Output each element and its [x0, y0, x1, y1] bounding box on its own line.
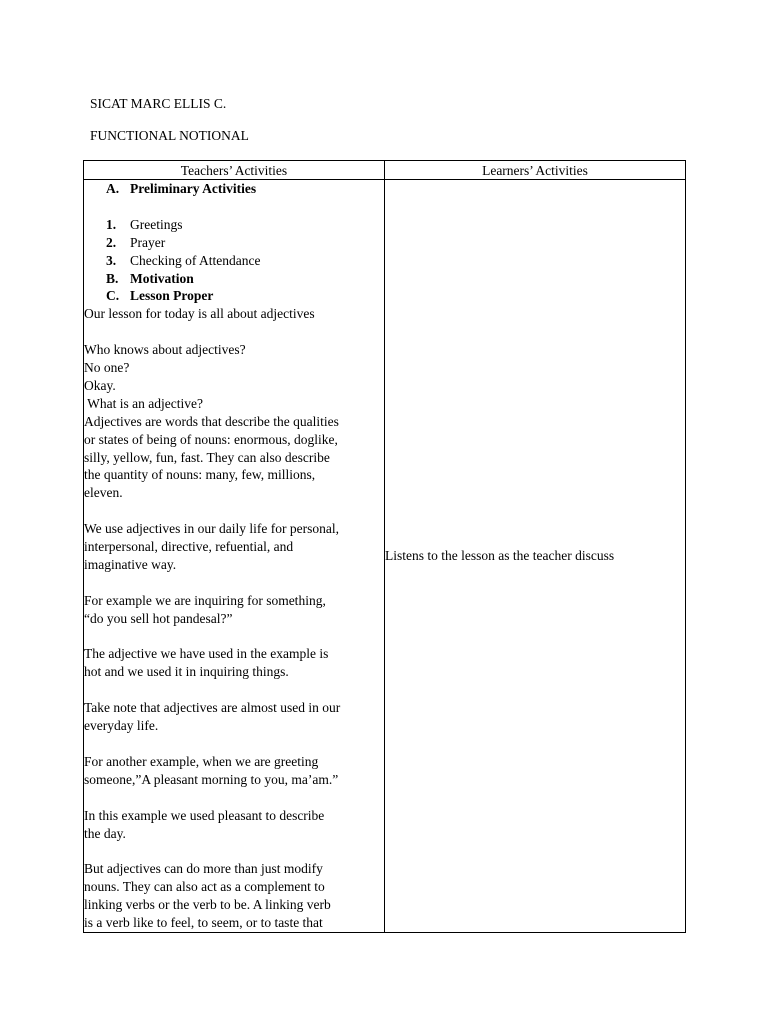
- student-name: SICAT MARC ELLIS C.: [90, 96, 227, 111]
- section-motivation: [84, 270, 384, 288]
- list-item: [84, 216, 384, 234]
- paragraph-line: The adjective we have used in the example is: [84, 646, 329, 662]
- paragraph-line: hot and we used it in inquiring things.: [84, 664, 289, 680]
- list-item: [84, 252, 384, 270]
- paragraph-line: the quantity of nouns: many, few, millions,: [84, 467, 316, 483]
- list-item-marker: 2.: [106, 234, 117, 250]
- list-item-label: Checking of Attendance: [130, 252, 261, 268]
- paragraph-line: Who knows about adjectives?: [84, 342, 246, 358]
- list-item-marker: 1.: [106, 216, 117, 232]
- paragraph-line: Take note that adjectives are almost used in our: [84, 700, 341, 716]
- paragraph-line: We use adjectives in our daily life for personal,: [84, 521, 339, 537]
- paragraph-line: or states of being of nouns: enormous, doglike,: [84, 431, 338, 447]
- paragraph-line: But adjectives can do more than just modify: [84, 861, 323, 877]
- teacher-activities-content: [84, 180, 384, 932]
- lesson-plan-table: [83, 160, 686, 933]
- list-item: [84, 234, 384, 252]
- section-marker: C.: [106, 288, 120, 304]
- lesson-paragraphs: [84, 305, 384, 932]
- paragraph-line: What is an adjective?: [84, 395, 203, 411]
- paragraph-line: Okay.: [84, 377, 116, 393]
- learner-column-header: Learners’ Activities: [385, 161, 686, 180]
- paragraph-line: In this example we used pleasant to describe: [84, 807, 325, 823]
- paragraph-line: eleven.: [84, 485, 123, 501]
- list-item-label: Prayer: [130, 234, 166, 250]
- paragraph-line: Our lesson for today is all about adjectives: [84, 306, 315, 322]
- paragraph-line: For example we are inquiring for something,: [84, 592, 326, 608]
- paragraph-line: the day.: [84, 825, 126, 841]
- list-item-marker: 3.: [106, 252, 117, 268]
- paragraph-line: Adjectives are words that describe the qualities: [84, 413, 339, 429]
- paragraph-line: No one?: [84, 360, 130, 376]
- paragraph-line: someone,”A pleasant morning to you, ma’am.”: [84, 771, 339, 787]
- learner-activity-text: Listens to the lesson as the teacher discuss: [385, 547, 615, 563]
- teacher-activities-cell: [84, 180, 385, 933]
- table-header-row: [84, 161, 686, 180]
- paragraph-line: linking verbs or the verb to be. A linking verb: [84, 897, 331, 913]
- teacher-column-header: Teachers’ Activities: [84, 161, 385, 180]
- section-lesson-proper: [84, 287, 384, 305]
- paragraph-line: “do you sell hot pandesal?”: [84, 610, 233, 626]
- section-preliminary: [84, 180, 384, 198]
- section-marker: B.: [106, 270, 119, 286]
- learner-activities-cell: [385, 180, 686, 933]
- table-row: [84, 180, 686, 933]
- document-subject: FUNCTIONAL NOTIONAL: [90, 128, 249, 143]
- section-label: Lesson Proper: [130, 288, 214, 304]
- paragraph-line: silly, yellow, fun, fast. They can also describe: [84, 449, 330, 465]
- paragraph-line: everyday life.: [84, 718, 159, 734]
- paragraph-line: nouns. They can also act as a complement to: [84, 879, 325, 895]
- section-label: Preliminary Activities: [130, 181, 257, 196]
- list-item-label: Greetings: [130, 216, 183, 232]
- section-label: Motivation: [130, 270, 194, 286]
- paragraph-line: interpersonal, directive, refuential, and: [84, 539, 294, 555]
- section-marker: A.: [106, 181, 120, 196]
- paragraph-line: is a verb like to feel, to seem, or to taste that: [84, 915, 323, 931]
- paragraph-line: imaginative way.: [84, 556, 177, 572]
- paragraph-line: For another example, when we are greeting: [84, 753, 319, 769]
